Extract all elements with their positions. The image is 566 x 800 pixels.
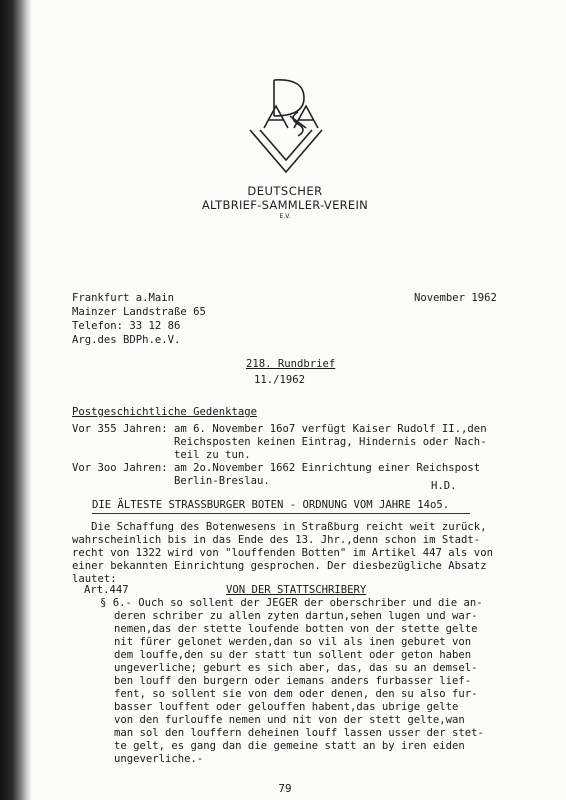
quote-line: nemen,das der stette loufende botten von der stette gelte	[114, 623, 478, 635]
quote-line: deren schriber zu allen zyten dartun,sehen lugen und war-	[114, 610, 478, 622]
author-initials: H.D.	[431, 480, 457, 492]
heading-rule	[92, 513, 470, 514]
gedenktage-line: Reichsposten keinen Eintrag, Hindernis oder Nach-	[72, 436, 487, 448]
quote-line: ben louff den burgern oder iemans anders furbasser lief-	[114, 675, 472, 687]
gedenktage-line: Berlin-Breslau.	[72, 475, 270, 487]
page-binding-shadow	[0, 0, 32, 800]
rundbrief-number: 11./1962	[254, 374, 306, 386]
quote-line: nit fürer gelonet werden,dan so vil als inen geburet von	[114, 636, 472, 648]
gedenktage-line: Vor 355 Jahren: am 6. November 16o7 verfügt Kaiser Rudolf II.,den	[72, 423, 487, 435]
article-heading: DIE ÄLTESTE STRASSBURGER BOTEN - ORDNUNG VOM JAHRE 14o5.	[92, 499, 450, 511]
gedenktage-line: teil zu tun.	[72, 449, 251, 461]
page-number: 79	[278, 782, 292, 795]
quote-line: te gelt, es gang dan die gemeine statt an by iren eiden	[114, 740, 465, 752]
org-name-line-1: DEUTSCHER	[247, 184, 323, 198]
asv-logo	[246, 72, 326, 182]
quote-line: dem louffe,den su der statt tun sollent oder geton haben	[114, 649, 472, 661]
quote-line: man sol den louffern deheinen louff lassen usser der stet-	[114, 727, 484, 739]
org-legal-form: E.V.	[279, 213, 291, 220]
quote-line: § 6.- Ouch so sollent der JEGER der oberschriber und die an-	[100, 597, 483, 609]
quote-line: ungeverliche.-	[114, 753, 204, 765]
sender-street: Mainzer Landstraße 65	[72, 306, 206, 318]
intro-line: recht von 1322 wird von "louffenden Botten" im Artikel 447 als von	[72, 547, 493, 559]
sender-affiliation: Arg.des BDPh.e.V.	[72, 334, 181, 346]
intro-line: wahrscheinlich bis in das Ende des 13. Jhr.,denn schon im Stadt-	[72, 534, 481, 546]
quote-line: basser louffent oder gelouffen habent,das ubrige gelte	[114, 701, 459, 713]
article-title: VON DER STATTSCHRIBERY	[226, 584, 367, 596]
sender-phone: Telefon: 33 12 86	[72, 320, 181, 332]
gedenktage-line: Vor 3oo Jahren: am 2o.November 1662 Einrichtung einer Reichspost	[72, 462, 481, 474]
article-reference: Art.447	[84, 584, 129, 596]
letter-date: November 1962	[414, 292, 497, 304]
intro-line: lautet:	[72, 573, 117, 585]
quote-line: fent, so sollent sie von dem oder denen, den su also fur-	[114, 688, 478, 700]
sender-city: Frankfurt a.Main	[72, 292, 175, 304]
rundbrief-title: 218. Rundbrief	[246, 358, 336, 370]
quote-line: von den furlouffe nemen und nit von der stett gelte,wan	[114, 714, 465, 726]
org-name-line-2: ALTBRIEF-SAMMLER-VEREIN	[201, 198, 369, 212]
intro-line: Die Schaffung des Botenwesens in Straßburg reicht weit zurück,	[72, 521, 487, 533]
intro-line: einer bekannten Einrichtung gesprochen. Der diesbezügliche Absatz	[72, 560, 487, 572]
quote-line: ungeverliche; geburt es sich aber, das, das su an demsel-	[114, 662, 478, 674]
gedenktage-heading: Postgeschichtliche Gedenktage	[72, 406, 257, 418]
